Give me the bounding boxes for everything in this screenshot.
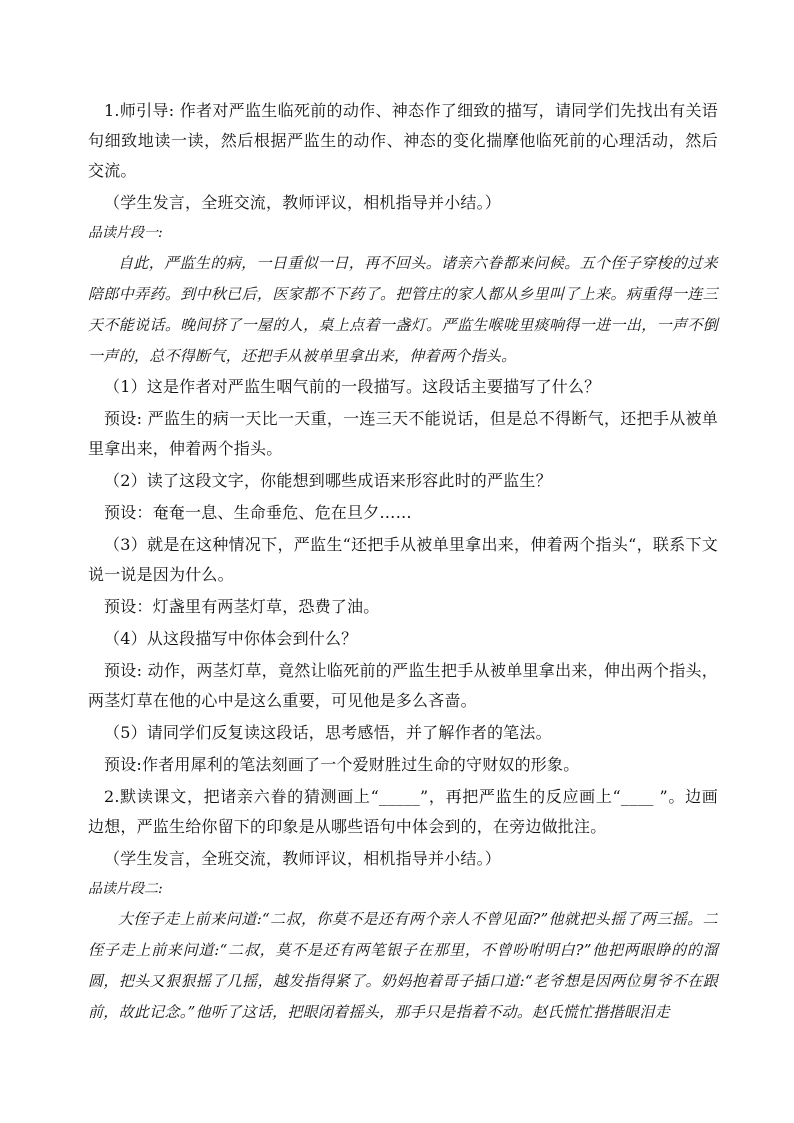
answer-2: 预设：奄奄一息、生命垂危、危在旦夕…… xyxy=(104,503,412,522)
question-3: （3）就是在这种情况下，严监生“还把手从被单里拿出来，伸着两个指头“，联系下文说一说是因为什么。 xyxy=(88,535,718,584)
discussion-note-2: （学生发言，全班交流，教师评议，相机指导并小结。） xyxy=(104,849,502,868)
excerpt-two-heading: 品读片段二: xyxy=(88,881,163,897)
excerpt-two-text: 大侄子走上前来问道:“二叔，你莫不是还有两个亲人不曾见面?”他就把头摇了两三摇。二侄子走上前来问道:“二叔，莫不是还有两笔银子在那里，不曾吩咐明白?”他把两眼睁的的溜圆，把头又狠狠摇了几摇，越发指得紧了。奶妈抱着哥子插口道:“老爷想是因两位舅爷不在跟前，故此记念。”他听了这话，把眼闭着摇头，那手只是指着不动。赵氏慌忙揩揩眼泪走 xyxy=(88,910,718,1021)
question-4: （4）从这段描写中你体会到什么？ xyxy=(104,629,358,648)
discussion-note: （学生发言，全班交流，教师评议，相机指导并小结。） xyxy=(104,193,502,212)
answer-3: 预设：灯盏里有两茎灯草，恐费了油。 xyxy=(104,597,380,616)
excerpt-one-text: 自此，严监生的病，一日重似一日，再不回头。诸亲六眷都来问候。五个侄子穿梭的过来陪郎中弄药。到中秋已后，医家都不下药了。把管庄的家人都从乡里叫了上来。病重得一连三天不能说话。晚间挤了一屋的人，桌上点着一盏灯。严监生喉咙里痰响得一进一出，一声不倒一声的，总不得断气，还把手从被单里拿出来，伸着两个指头。 xyxy=(88,254,718,365)
question-2: （2）读了这段文字，你能想到哪些成语来形容此时的严监生？ xyxy=(104,471,552,490)
answer-4: 预设: 动作，两茎灯草，竟然让临死前的严监生把手从被单里拿出来，伸出两个指头，两茎灯草在他的心中是这么重要，可见他是多么吝啬。 xyxy=(88,661,718,710)
teacher-guide-paragraph: 1.师引导: 作者对严监生临死前的动作、神态作了细致的描写，请同学们先找出有关语句细致地读一读，然后根据严监生的动作、神态的变化揣摩他临死前的心理活动，然后交流。 xyxy=(88,101,718,180)
document-body xyxy=(88,96,718,1028)
answer-5: 预设:作者用犀利的笔法刻画了一个爱财胜过生命的守财奴的形象。 xyxy=(104,755,580,774)
question-5: （5）请同学们反复读这段话，思考感悟，并了解作者的笔法。 xyxy=(104,723,552,742)
question-1: （1）这是作者对严监生咽气前的一段描写。这段话主要描写了什么？ xyxy=(104,377,601,396)
answer-1: 预设: 严监生的病一天比一天重，一连三天不能说话，但是总不得断气，还把手从被单里拿出来，伸着两个指头。 xyxy=(88,409,718,458)
excerpt-one-heading: 品读片段一: xyxy=(88,225,163,241)
silent-reading-task: 2.默读课文，把诸亲六眷的猜测画上“_____”，再把严监生的反应画上“____ ”。边画边想，严监生给你留下的印象是从哪些语句中体会到的，在旁边做批注。 xyxy=(88,787,718,836)
